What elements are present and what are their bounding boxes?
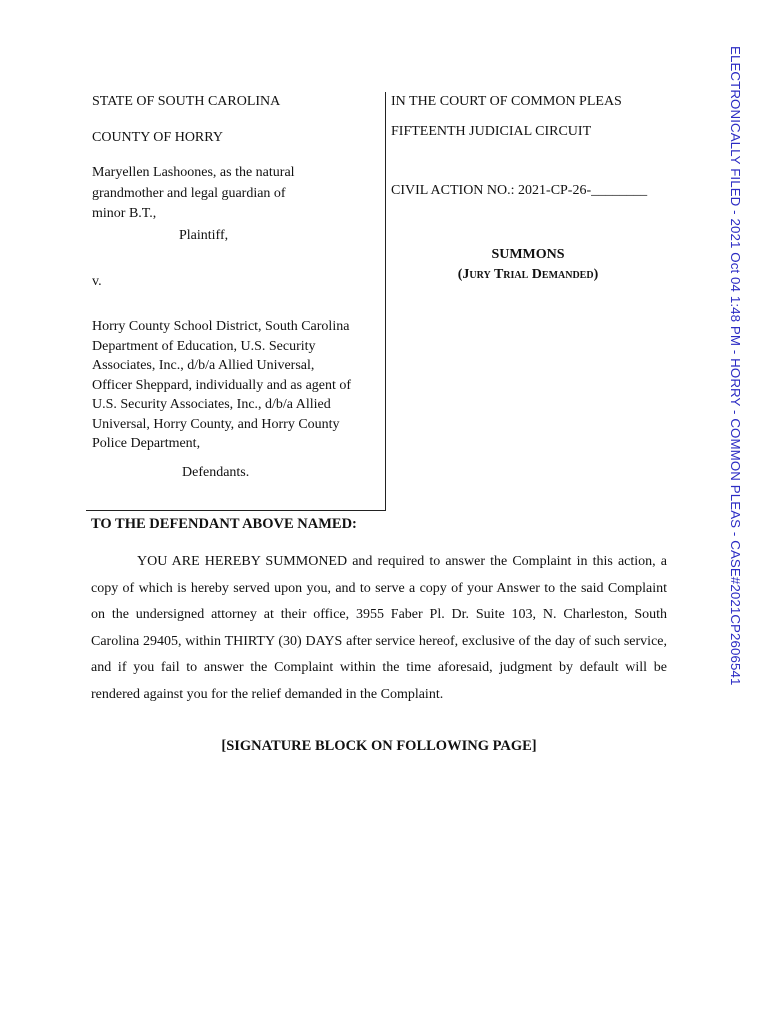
electronic-filing-stamp <box>713 46 743 686</box>
defendant-name-line: Associates, Inc., d/b/a Allied Universal, <box>92 358 315 373</box>
defendant-name-line: Universal, Horry County, and Horry County <box>92 416 340 432</box>
document-title: SUMMONS <box>491 247 565 262</box>
defendant-name-line: Officer Sheppard, individually and as agent of <box>92 377 352 393</box>
caption-left-column <box>86 92 386 511</box>
versus-label: v. <box>92 274 102 289</box>
county-line: COUNTY OF HORRY <box>92 130 223 145</box>
summons-body <box>91 549 667 709</box>
case-caption <box>86 92 670 510</box>
circuit-name: FIFTEENTH JUDICIAL CIRCUIT <box>391 124 592 139</box>
defendant-name-line: U.S. Security Associates, Inc., d/b/a Allied <box>92 397 331 412</box>
plaintiff-label: Plaintiff, <box>179 228 229 243</box>
defendants-label: Defendants. <box>182 465 250 480</box>
defendant-name-line: Horry County School District, South Carolina <box>92 319 350 334</box>
filing-stamp-text: ELECTRONICALLY FILED - 2021 Oct 04 1:48 PM - HORRY - COMMON PLEAS - CASE#2021CP2606541 <box>728 46 743 686</box>
plaintiff-name-line: Maryellen Lashoones, as the natural <box>92 165 295 180</box>
defendant-heading: TO THE DEFENDANT ABOVE NAMED: <box>91 516 357 532</box>
jury-trial-demanded: (Jury Trial Demanded) <box>457 267 599 282</box>
defendant-name-line: Department of Education, U.S. Security <box>92 338 316 354</box>
civil-action-number: CIVIL ACTION NO.: 2021-CP-26-________ <box>391 183 648 198</box>
defendant-name-line: Police Department, <box>92 436 201 451</box>
court-name: IN THE COURT OF COMMON PLEAS <box>391 94 622 109</box>
summons-paragraph: YOU ARE HEREBY SUMMONED and required to answer the Complaint in this action, a copy of which is hereby served upon you, and to serve a copy of your Answer to the said Complaint on the undersigned attorney at their office, 3955 Faber Pl. Dr. Suite 103, N. Charleston, South Carolina 29405, within THIRTY (30) DAYS after service hereof, exclusive of the day of such service, and if you fail to answer the Complaint within the time aforesaid, judgment by default will be rendered against you for the relief demanded in the Complaint. <box>91 554 667 702</box>
plaintiff-name-line: grandmother and legal guardian of <box>92 186 286 201</box>
signature-block-note: [SIGNATURE BLOCK ON FOLLOWING PAGE] <box>221 738 537 754</box>
plaintiff-name-line: minor B.T., <box>92 206 157 221</box>
state-line: STATE OF SOUTH CAROLINA <box>92 94 281 109</box>
